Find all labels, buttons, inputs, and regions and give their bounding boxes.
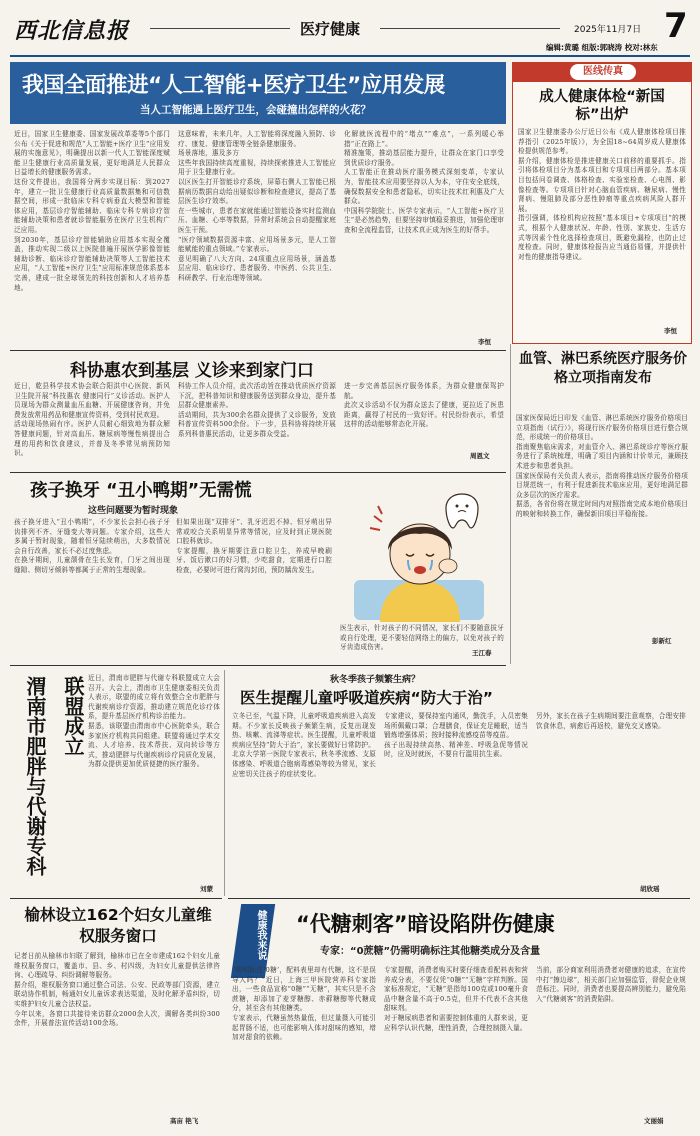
clinic-byline: 周恩文 [470, 452, 490, 460]
divider-sugar [228, 898, 690, 899]
divider-yulin [10, 898, 222, 899]
clinic-col-3: 进一步完善基层医疗服务体系，为群众健康保驾护航。 此次义诊活动不仅为群众送去了健康，更拉近了医患距离，赢得了村民的一致好评。村民纷纷表示，希望这样的活动能够常态化开展。 [344, 382, 504, 429]
sugar-col-3: 当前，部分商家利用消费者对健康的追求，在宣传中打“擦边球”，相关部门应加强监管，督促企业规范标注。同时，消费者也要提高辨别能力，避免陷入“代糖刺客”的消费陷阱。 [536, 966, 686, 1003]
masthead-rule-left [150, 28, 290, 29]
respiratory-col-1: 立冬已至，气温下降，儿童呼吸道疾病进入高发期。不少家长反映孩子频繁生病，反复出现发热、咳嗽、流涕等症状。医生提醒，儿童呼吸道疾病应坚持“防大于治”，家长要做好日常防护。 北京大学第一医院专家表示，秋冬季流感、支原体感染、呼吸道合胞病毒感染等较为常见，家长应密切关注孩子的症状变化。 [232, 712, 376, 778]
editors-credit: 编辑:黄璐 组版:郭晓涛 校对:林东 [546, 43, 658, 52]
lead-col-3: 化解就医流程中的“堵点”“难点”，一系列暖心举措“正在路上”。 精准施策，推动基层能力提升，让群众在家门口享受到优质诊疗服务。 人工智能正在推动医疗服务模式深刻变革，专家认为，智能技术应用要坚持以人为本，守住安全底线，确保数据安全和患者隐私，切实让技术红利惠及广大群众。 中国科学院院士、医学专家表示，“人工智能+医疗卫生”是必然趋势，但要坚持审慎稳妥推进，加强伦理审查和全流程监管，让技术真正成为医生的好帮手。 [344, 130, 504, 234]
teeth-illustration [334, 476, 504, 622]
respiratory-col-3: 另外，家长在孩子生病期间要注意观察，合理安排饮食休息，病愈后再返校，避免交叉感染。 [536, 712, 686, 730]
vertical-headline-b: 联盟成立 [61, 676, 85, 756]
lead-headline: 我国全面推进“人工智能+医疗卫生”应用发展 [22, 73, 445, 98]
child-toothache-icon [334, 476, 504, 622]
divider-clinic [10, 472, 506, 473]
page-number: 7 [664, 6, 688, 46]
lead-byline: 李恒 [478, 338, 491, 346]
hospital-byline: 彭新红 [652, 637, 672, 645]
section-title: 医疗健康 [300, 20, 361, 38]
sugar-headline: “代糖刺客”暗设陷阱伤健康 [296, 912, 555, 936]
yulin-byline: 高亩 艳飞 [170, 1117, 199, 1125]
respiratory-col-2: 专家建议，要保持室内通风，勤洗手，人员密集场所佩戴口罩；合理膳食，保证充足睡眠，适当锻炼增强体质；按时接种流感疫苗等疫苗。 孩子出现持续高热、精神差、呼吸急促等情况时，应及时就医，不要自行滥用抗生素。 [384, 712, 528, 759]
teeth-col-1: 孩子换牙进入“丑小鸭期”，不少家长会担心孩子牙齿排列不齐、牙缝变大等问题。专家介绍，这些大多属于暂时现象，随着恒牙陆续萌出，大多数情况会自行改善，家长不必过度焦虑。 在换牙期间，儿童颌骨在生长发育，门牙之间出现缝隙、侧切牙倾斜等都属于正常的生理现象。 [14, 518, 170, 574]
column-tag: 医线传真 [570, 64, 636, 80]
sugar-col-1: “明明标注‘0糖’，配料表里却有代糖，这不是误导人吗？”近日，上海三甲医院营养科专家指出，一些食品宣称“0糖”“无糖”，其实只是不含蔗糖，却添加了麦芽糖醇、赤藓糖醇等代糖成分，甚至含有其他糖类。 专家表示，代糖虽然热量低，但过量摄入可能引起胃肠不适，也可能影响人体对甜味的感知，增加对甜食的依赖。 [232, 966, 376, 1042]
teeth-subhead: 这些问题要为暂时现象 [88, 506, 179, 516]
clinic-col-1: 近日，乾县科学技术协会联合阳洪中心医院、新风卫生院开展“科技惠农 健康同行”义诊活动。医护人员现场为群众测量血压血糖、开展健康咨询，并免费发放常用药品和健康宣传资料，受到村民欢迎。 活动现场热闹有序。医护人员耐心细致地为群众解答健康问题，针对高血压、糖尿病等慢性病提出合理的用药和饮食建议，并普及冬季常见病预防知识。 [14, 382, 170, 458]
sugar-subhead: 专家：“0蔗糖”仍需明确标注其他糖类成分及含量 [320, 946, 541, 957]
lead-col-1: 近日，国家卫生健康委、国家发展改革委等5个部门公布《关于促进和规范“人工智能+医疗卫生”应用发展的实施意见》，明确提出以新一代人工智能深度赋能卫生健康行业高质量发展，更好地满足人民群众日益增长的健康服务需求。 这份文件提出，我国将分两步实现目标：到2027年，建立一批卫生健康行业高质量数据集和可信数据空间，形成一批临床专科专病垂直大模型和智能体应用，基层诊疗智能辅助、临床专科专病诊疗智能辅助决策和患者就诊智能服务在医疗卫生机构广泛应用。 到2030年，基层诊疗智能辅助应用基本实现全覆盖，推动实现二级以上医院普遍开展医学影像智能辅助诊断、临床诊疗智能辅助决策等人工智能技术应用，“人工智能+医疗卫生”应用标准规范体系基本完善，建成一批全球领先的科技创新和人才培养基地。 [14, 130, 170, 292]
divider-teeth [10, 665, 506, 666]
sugar-byline: 文丽娟 [644, 1117, 664, 1125]
sugar-col-2: 专家提醒，消费者购买时要仔细查看配料表和营养成分表，不要仅凭“0糖”“无糖”字样判断。国家标准规定，“无糖”是指每100克或100毫升食品中糖含量不高于0.5克，但并不代表不含其他甜味剂。 对于糖尿病患者和需要控制体重的人群来说，更应科学认识代糖，理性消费，合理控制摄入量。 [384, 966, 528, 1032]
vertical-byline: 刘蒙 [200, 885, 213, 893]
paper-name: 西北信息报 [14, 18, 130, 44]
masthead-rule [10, 55, 690, 57]
respiratory-headline: 医生提醒儿童呼吸道疾病“防大于治” [240, 689, 493, 707]
clinic-headline: 科协惠农到基层 义诊来到家门口 [70, 361, 314, 381]
column-byline: 李恒 [664, 327, 677, 335]
clinic-col-2: 科协工作人员介绍，此次活动旨在推动优质医疗资源下沉，把科普知识和健康服务送到群众身边，提升基层群众健康素养。 活动期间，共为300余名群众提供了义诊服务，发放科普宣传资料500余份。下一步，县科协将持续开展系列科普惠民活动，让更多群众受益。 [178, 382, 336, 438]
column-headline: 成人健康体检“新国标”出炉 [539, 89, 665, 123]
sugar-banner-label: 健康我来说 [255, 910, 266, 960]
vertical-headline-a: 渭南市肥胖与代谢专科 [23, 676, 47, 876]
yulin-body: 记者日前从榆林市妇联了解到，榆林市已在全市建成162个妇女儿童维权服务窗口，覆盖市、县、乡、村四级，为妇女儿童提供法律咨询、心理疏导、纠纷调解等服务。 据介绍，维权服务窗口通过整合司法、公安、民政等部门资源，建立联动协作机制，畅通妇女儿童诉求表达渠道，及时化解矛盾纠纷，切实维护妇女儿童合法权益。 今年以来，各窗口共接待来访群众2000余人次，调解各类纠纷300余件，开展普法宣传活动100余场。 [14, 952, 220, 1028]
column-body: 国家卫生健康委办公厅近日公布《成人健康体检项目推荐指引（2025年版）》，为全国18~64周岁成人健康体检提供规范参考。 据介绍，健康体检是推进健康关口前移的重要抓手。指引将体检项目分为基本项目和专项项目两部分。基本项目包括问卷调查、体格检查、实验室检查、心电图、影像检查等。专项项目针对心脑血管疾病、糖尿病、慢性肾病、慢阻肺及部分恶性肿瘤等重点疾病风险人群开展。 指引强调，体检机构应按照“基本项目+专项项目”的模式，根据个人健康状况、年龄、性别、家族史、生活方式等因素个性化选择检查项目，既避免漏检，也防止过度检查。同时，健康体检报告应当通俗易懂，并提供针对性的健康指导建议。 [518, 128, 686, 261]
right-column-divider [510, 344, 511, 664]
issue-date: 2025年11月7日 [574, 25, 642, 35]
respiratory-kicker: 秋冬季孩子频繁生病？ [330, 675, 421, 685]
respiratory-byline: 胡欣瑶 [640, 885, 660, 893]
teeth-byline: 王江春 [472, 649, 492, 657]
hospital-headline: 血管、淋巴系统医疗服务价格立项指南发布 [519, 351, 687, 386]
lead-subhead: 当人工智能遇上医疗卫生，会碰撞出怎样的火花？ [140, 104, 371, 116]
teeth-headline: 孩子换牙 “丑小鸭期”无需慌 [30, 481, 252, 501]
vertical-body: 近日，渭南市肥胖与代谢专科联盟成立大会召开。大会上，渭南市卫生健康委相关负责人表示，联盟的成立将有效整合全市肥胖与代谢疾病诊疗资源，推动建立规范化诊疗体系，提升基层医疗机构诊治能力。 据悉，该联盟由渭南市中心医院牵头，联合多家医疗机构共同组建。联盟将通过学术交流、人才培养、技术帮扶、双向转诊等方式，推动肥胖与代谢疾病诊疗同质化发展，为群众提供更加优质便捷的医疗服务。 [88, 674, 220, 769]
hospital-body: 国家医保局近日印发《血管、淋巴系统医疗服务价格项目立项指南（试行）》，将现行医疗服务价格项目进行整合规范，形成统一的价格项目。 指南聚焦临床需求，对血管介入、淋巴系统诊疗等医疗服务进行了系统梳理，明确了项目内涵和计价单元，兼顾技术进步和患者负担。 国家医保局有关负责人表示，指南将推动医疗服务价格项目规范统一，有利于促进新技术临床应用，更好地满足群众多层次的医疗需求。 据悉，各省份将在规定时间内对照指南完成本地价格项目的映射和转换工作，确保新旧项目平稳衔接。 [516, 414, 688, 518]
divider-lead [10, 350, 506, 351]
lead-col-2: 这意味着，未来几年，人工智能将深度融入预防、诊疗、康复、健康管理等全链条健康服务。 场景落地，惠及多方 这些年我国持续高度重视，持续探索推进人工智能应用于卫生健康行业。 以区医生打开智能诊疗系统，屏幕右侧人工智能已根据病历数据自动给出疑似诊断和检查建议，提高了基层医生诊疗效率。 在一些城市，患者在家就能通过智能设备实时监测血压、血糖、心率等数据，异常时系统会自动提醒家庭医生干预。 “医疗领域数据资源丰富、应用场景多元，是人工智能赋能的重点领域。”专家表示。 意见明确了八大方向、24项重点应用场景，涵盖基层应用、临床诊疗、患者服务、中医药、公共卫生、科研教学、行业治理等领域。 [178, 130, 336, 282]
masthead-rule-right [380, 28, 560, 29]
masthead [0, 0, 700, 62]
teeth-col-2: 但如果出现“双排牙”、乳牙迟迟不掉、恒牙萌出异常或咬合关系明显异常等情况，应及时到正规医院口腔科就诊。 专家提醒，换牙期要注意口腔卫生，养成早晚刷牙、饭后漱口的好习惯，少吃甜食，定期进行口腔检查，必要时可进行窝沟封闭，预防龋齿发生。 [176, 518, 332, 574]
vertical-divider [224, 670, 225, 896]
teeth-col-3: 医生表示，针对孩子的不同情况，家长们不要随意拔牙或自行处理，更不要轻信网络上的偏方，以免对孩子的牙齿造成伤害。 [340, 624, 504, 652]
yulin-headline: 榆林设立162个妇女儿童维权服务窗口 [24, 906, 212, 945]
